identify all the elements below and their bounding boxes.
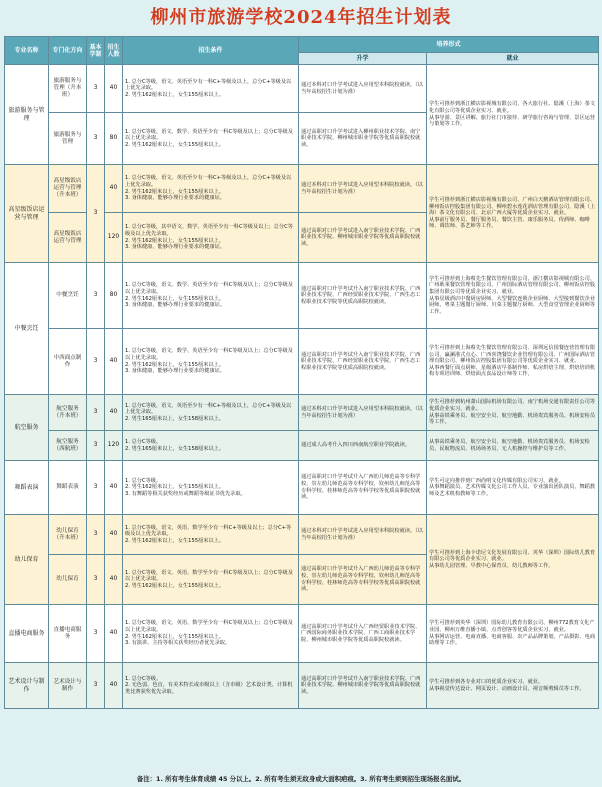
conditions-cell: 1. 总分C等级，语文、英语、数学至少有一科C等级及以上；总分C等级及以上优先录取。 2. 男生162厘米以上，女生155厘米以上。 3. 有演讲、主持等相关获奖经历者优先录取。 [123, 605, 299, 663]
years-cell: 3 [87, 113, 105, 165]
direction-cell: 旅游服务与管理（升本班） [49, 65, 87, 113]
years-cell: 3 [87, 263, 105, 329]
conditions-cell: 1. 总分C等级，语文、英语至少有一科C+等级及以上，总分C+等级及以上优先录取。 2. 男生162厘米以上，女生155厘米以上。 3. 身体健康，能够办理行业要求的健康证。 [123, 165, 299, 213]
header-major: 专业名称 [5, 37, 49, 65]
direction-cell: 直播电商服务 [49, 605, 87, 663]
further-study-cell: 通过高职对口升学考试升入南宁职业技术学院、广西职业技术学院、柳州城市职业学院等优质高职院校就读。 [299, 663, 427, 709]
quota-cell: 40 [105, 605, 123, 663]
employment-cell: 学生可定向推荐到广西尚明文化传媒有限公司实习、就业。 从事舞蹈演员、艺术传媒文化公司工作人员、专业演出团队演员、舞蹈教师及艺术机构教师等工作。 [427, 461, 599, 515]
conditions-cell: 1. 总分C等级，语文、数学、英语至少有一科C等级及以上；总分C等级及以上优先录取。 2. 男生162厘米以上，女生155厘米以上。 3. 身体健康，能够办理行业要求的健康证。 [123, 329, 299, 395]
further-study-cell: 通过高职对口升学考试升入广西幼儿师范高等专科学校、崇左幼儿师范高等专科学校、钦州幼儿师范高等专科学校、桂林师范高等专科学校等优质高职院校就读。 [299, 461, 427, 515]
employment-cell: 学生可推荐到杭州萧山国际机场有限公司、南宁机场交通有限责任公司等优质企业实习、就业。 从事高铁乘务员、航空安全员、航空地勤、机场贵宾服务员、机场安检员等工作。 [427, 395, 599, 431]
further-study-cell: 通过本科对口升学考试进入应用型本科院校就读。（以当年高校招生计划为准） [299, 65, 427, 113]
table-row [5, 605, 599, 663]
further-study-cell: 通过高职对口升学考试升入广西经贸职业技术学院、广西国际商务职业技术学院、广西工商职业技术学院、柳州城市职业学院等优质高职院校就读。 [299, 605, 427, 663]
further-study-cell: 通过高职对口升学考试进入南宁职业技术学院、广西职业技术学院、柳州城市职业学院等优质高职院校就读。 [299, 213, 427, 263]
further-study-cell: 通过本科对口升学考试进入应用型本科院校就读。（以当年高校招生计划为准） [299, 165, 427, 213]
further-study-cell: 通过本科对口升学考试进入应用型本科院校就读。（以当年高校招生计划为准） [299, 515, 427, 555]
employment-cell: 学生可推荐到各专业对口的优质企业实习、就业。 从事视觉传达设计、网页设计、动画设计员、视音频剪辑员等工作。 [427, 663, 599, 709]
page-title: 柳州市旅游学校2024年招生计划表 [150, 7, 452, 28]
years-cell: 3 [87, 461, 105, 515]
direction-cell: 高星级饭店运营与管理 [49, 213, 87, 263]
direction-cell: 幼儿保育 [49, 555, 87, 605]
quota-cell: 40 [105, 515, 123, 555]
enrollment-plan-table [4, 36, 599, 709]
years-cell: 3 [87, 165, 105, 263]
header-employment: 就业 [427, 53, 599, 65]
header-row [5, 37, 599, 53]
direction-cell: 航空服务（西航班） [49, 431, 87, 461]
table-row [5, 65, 599, 113]
conditions-cell: 1. 总分C等级，语文、数学、英语至少有一科C等级及以上；总分C等级及以上优先录取。 2. 男生162厘米以上，女生155厘米以上。 [123, 113, 299, 165]
further-study-cell: 通过高职对口升学考试进入柳州职业技术学院、南宁职业技术学院、柳州城市职业学院等优质高职院校就读。 [299, 113, 427, 165]
table-row [5, 329, 599, 395]
employment-cell: 学生可推荐到上海蔡先生餐饮管理有限公司、深圳远信国餐连营管理有限公司、赢澜港式点心、广西喜饶餐饮企业管理有限公司、广州国际酒店管理有限公司、柳州饭店控股集团有限公司等优质企业实习、就业。 从事西餐厅面点厨师、星级酒店早茶制作师、私房烘焙主理、烘焙培训机构专项培训师、烘焙面点食品设计师等工作。 [427, 329, 599, 395]
header-direction: 专门化方向 [49, 37, 87, 65]
major-name: 中餐烹饪 [5, 263, 49, 395]
quota-cell: 120 [105, 431, 123, 461]
enrollment-table-wrap [4, 36, 598, 709]
direction-cell: 舞蹈表演 [49, 461, 87, 515]
major-name: 艺术设计与制作 [5, 663, 49, 709]
header-training: 培养形式 [299, 37, 599, 53]
quota-cell: 40 [105, 663, 123, 709]
direction-cell: 艺术设计与制作 [49, 663, 87, 709]
further-study-cell: 通过本科对口升学考试进入应用型本科院校就读。（以当年高校招生计划为准） [299, 395, 427, 431]
quota-cell: 40 [105, 461, 123, 515]
years-cell: 3 [87, 329, 105, 395]
quota-cell: 40 [105, 65, 123, 113]
table-row [5, 263, 599, 329]
direction-cell: 高星级饭店运营与管理（升本班） [49, 165, 87, 213]
header-quota: 招生人数 [105, 37, 123, 65]
direction-cell: 中餐烹饪 [49, 263, 87, 329]
years-cell: 3 [87, 663, 105, 709]
table-row [5, 431, 599, 461]
quota-cell: 80 [105, 113, 123, 165]
table-row [5, 395, 599, 431]
direction-cell: 航空服务（升本班） [49, 395, 87, 431]
direction-cell: 中西面点制作 [49, 329, 87, 395]
years-cell: 3 [87, 395, 105, 431]
major-name: 高星级饭店运营与管理 [5, 165, 49, 263]
header-further-study: 升学 [299, 53, 427, 65]
conditions-cell: 1. 总分C等级，语文、英语、数学至少有一科C+等级及以上；总分C+等级及以上优先录取。 2. 男生162厘米以上，女生155厘米以上。 [123, 515, 299, 555]
conditions-cell: 1. 总分C等级。 2. 男生165厘米以上，女生158厘米以上。 [123, 431, 299, 461]
quota-cell: 40 [105, 395, 123, 431]
conditions-cell: 1. 总分C等级，语文、英语、数学至少有一科C等级及以上；总分C等级及以上优先录取。 2. 男生162厘米以上，女生155厘米以上。 [123, 555, 299, 605]
employment-cell: 从事高铁乘务员、航空安全员、航空地勤、机场贵宾服务员、机场安检员、民航物流员、机场场务员、无人机操控与维护员等工作。 [427, 431, 599, 461]
quota-cell: 120 [105, 213, 123, 263]
conditions-cell: 1. 总分C等级，其中语文、数学、英语至少有一科C等级及以上；总分C等级及以上优先录取。 2. 男生162厘米以上，女生155厘米以上。 3. 身体健康，能够办理行业要求的健康证。 [123, 213, 299, 263]
years-cell: 3 [87, 605, 105, 663]
years-cell: 3 [87, 555, 105, 605]
conditions-cell: 1. 总分C等级。 2. 男生162厘米以上，女生155厘米以上。 3. 有舞蹈等相关获奖经历或舞蹈等级证书优先录取。 [123, 461, 299, 515]
employment-cell: 学生可推荐到浙江横店影视城有限公司、广州白天鹅酒店管理有限公司、柳州饭店控股集团有限公司、柳州碧水莲花酒店管理有限公司、隐溪（上海）茶文化有限公司、北京广西大厦等优质企业实习、就业。 从事前厅服务员、餐厅服务员、餐饮主管、康乐服务员、侍酒师、咖啡师、调饮师、茶艺师等工作。 [427, 165, 599, 263]
conditions-cell: 1. 总分C等级，语文、数学、英语至少有一科C等级及以上；总分C等级及以上优先录取。 2. 男生162厘米以上，女生155厘米以上。 3. 身体健康，能够办理行业要求的健康证。 [123, 263, 299, 329]
major-name: 幼儿保育 [5, 515, 49, 605]
employment-cell: 学生可推荐到英华（深圳）国际幼儿教育有限公司、柳州772教育文化产业园、柳州万维直播小镇、点青创客等优质企业实习、就业。 从事网店运营、电商直播、电商客服、农产品品牌策划、产品摄影、电商助理等工作。 [427, 605, 599, 663]
major-name: 航空服务 [5, 395, 49, 461]
further-study-cell: 通过高职对口升学考试升入南宁职业技术学院、广西职业技术学院、广西经贸职业技术学院、广西生态工程职业技术学院等优质高职院校就读。 [299, 263, 427, 329]
conditions-cell: 1. 总分C等级，语文、英语至少有一科C+等级及以上，总分C+等级及以上优先录取。 2. 男生162厘米以上，女生155厘米以上。 [123, 65, 299, 113]
conditions-cell: 1. 总分C等级，语文、英语至少有一科C+等级及以上，总分C+等级及以上优先录取。 2. 男生165厘米以上，女生158厘米以上。 [123, 395, 299, 431]
years-cell: 3 [87, 515, 105, 555]
footnote: 备注：1. 所有考生体育成绩 45 分以上。2. 所有考生须无纹身或大面积疤痕。3. 所有考生须到招生现场报名面试。 [136, 775, 466, 783]
direction-cell: 幼儿保育（升本班） [49, 515, 87, 555]
further-study-cell: 通过成人高考升入四川西南航空职业学院就读。 [299, 431, 427, 461]
employment-cell: 学生可推荐到上海卡诺尼文化发展有限公司、英华（深圳）国际幼儿教育有限公司等优质企业实习、就业。 从事幼儿园管理、早教中心保育员、幼儿教师等工作。 [427, 515, 599, 605]
table-row [5, 515, 599, 555]
years-cell: 3 [87, 65, 105, 113]
header-years: 基本学制 [87, 37, 105, 65]
quota-cell: 40 [105, 555, 123, 605]
major-name: 旅游服务与管理 [5, 65, 49, 165]
major-name: 舞蹈表演 [5, 461, 49, 515]
major-name: 直播电商服务 [5, 605, 49, 663]
table-row [5, 663, 599, 709]
years-cell: 3 [87, 431, 105, 461]
further-study-cell: 通过高职对口升学考试升入南宁职业技术学院、广西职业技术学院、广西经贸职业技术学院、广西生态工程职业技术学院等优质高职院校就读。 [299, 329, 427, 395]
employment-cell: 学生可推荐到浙江横店影视城有限公司、各大旅行社、隐溪（上海）茶文化有限公司等优质企业实习、就业。 从事导游、景区讲解、旅行社门市接待、研学旅行咨询与管理、景区运营与策划等工作。 [427, 65, 599, 165]
table-row [5, 461, 599, 515]
conditions-cell: 1. 总分C等级。 2. 无色弱、色盲，有美术特长或市级以上（含市级）艺术设计类、计算机类比赛获奖优先录取。 [123, 663, 299, 709]
quota-cell: 80 [105, 263, 123, 329]
quota-cell: 40 [105, 329, 123, 395]
table-row [5, 165, 599, 213]
direction-cell: 旅游服务与管理 [49, 113, 87, 165]
employment-cell: 学生可推荐到上海蔡先生餐饮管理有限公司、浙江横店影视城有限公司、广州耿莱餐饮管理有限公司、广州国际酒店管理有限公司、柳州饭店控股集团有限公司等优质企业实习、就业。 从事星级酒店中餐厨房厨师、大型餐饮连锁企业厨师、大型接到餐饮企业厨师、粤菜主题餐厅厨师、川菜主题餐厅厨师、大型食堂管理企业厨师等工作。 [427, 263, 599, 329]
quota-cell: 40 [105, 165, 123, 213]
header-conditions: 招生条件 [123, 37, 299, 65]
further-study-cell: 通过高职对口升学考试升入广西幼儿师范高等专科学校、崇左幼儿师范高等专科学校、钦州幼儿师范高等专科学校、桂林师范高等专科学校等优质高职院校就读。 [299, 555, 427, 605]
